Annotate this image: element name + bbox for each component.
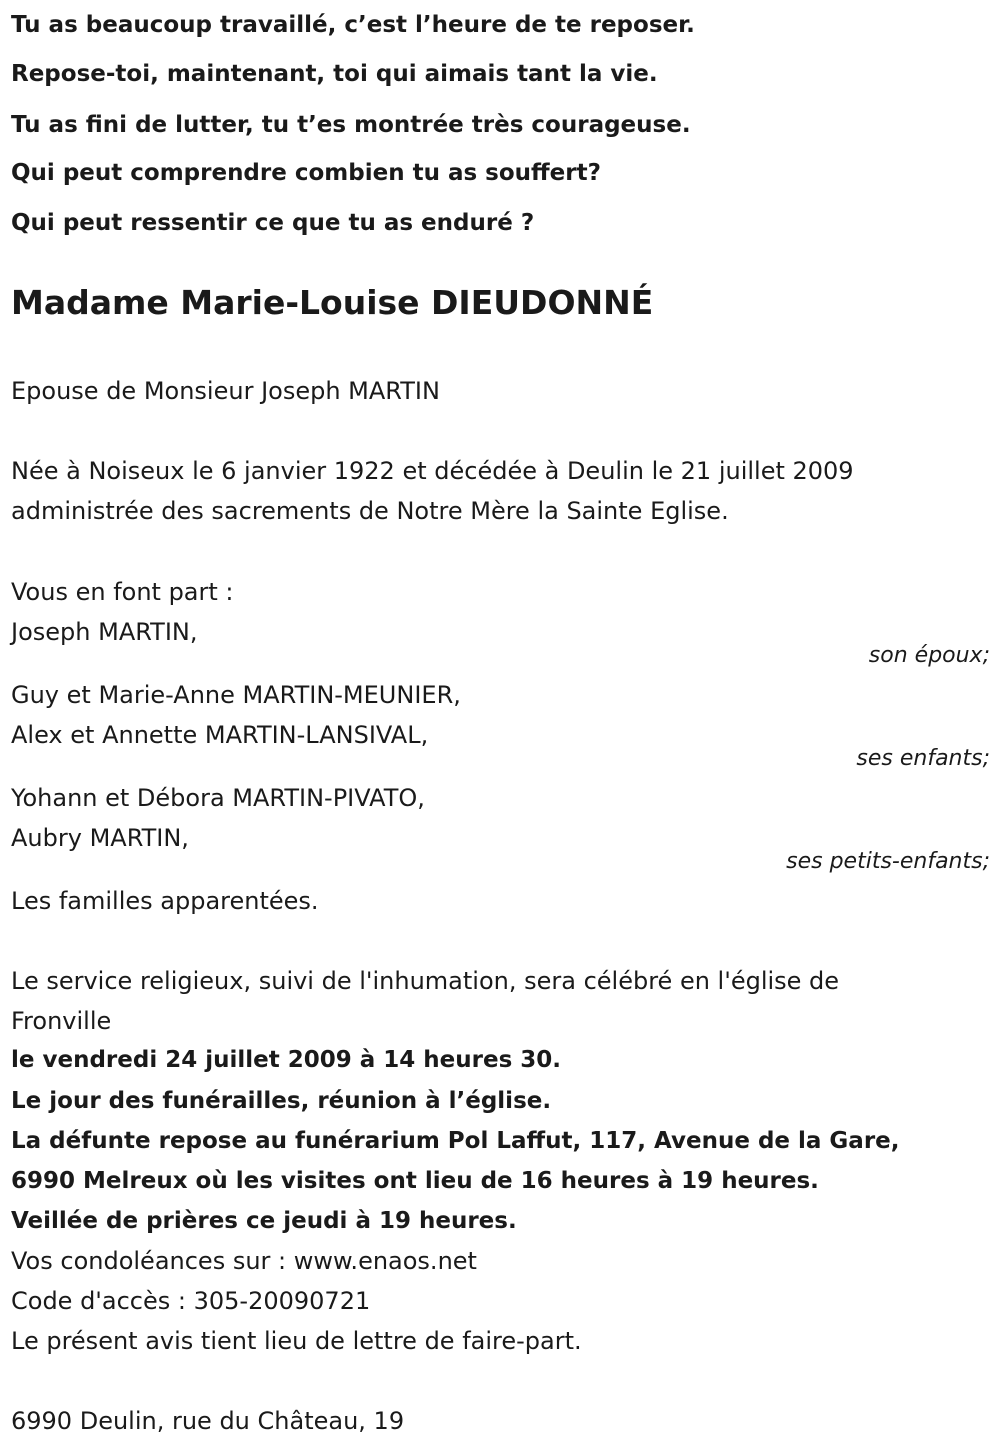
service-line-1: Le service religieux, suivi de l'inhumation, sera célébré en l'église de <box>11 967 840 995</box>
child-1: Guy et Marie-Anne MARTIN-MEUNIER, <box>11 681 461 709</box>
vigil-line: Veillée de prières ce jeudi à 19 heures. <box>11 1208 517 1234</box>
service-meeting: Le jour des funérailles, réunion à l’église. <box>11 1088 552 1114</box>
spouse-name: Joseph MARTIN, <box>11 618 198 646</box>
poem-line-4: Qui peut comprendre combien tu as souffert? <box>11 160 601 186</box>
grandchildren-role: ses petits-enfants; <box>786 849 990 874</box>
poem-line-2: Repose-toi, maintenant, toi qui aimais tant la vie. <box>11 61 658 87</box>
grandchild-2: Aubry MARTIN, <box>11 824 189 852</box>
announcers-intro: Vous en font part : <box>11 578 234 606</box>
spouse-role: son époux; <box>868 643 990 668</box>
condolences-line: Vos condoléances sur : www.enaos.net <box>11 1247 477 1275</box>
address-line: 6990 Deulin, rue du Château, 19 <box>11 1407 405 1435</box>
birth-death-line-2: administrée des sacrements de Notre Mère la Sainte Eglise. <box>11 497 729 525</box>
families-line: Les familles apparentées. <box>11 887 319 915</box>
access-code-line: Code d'accès : 305-20090721 <box>11 1287 371 1315</box>
birth-death-line-1: Née à Noiseux le 6 janvier 1922 et décédée à Deulin le 21 juillet 2009 <box>11 457 854 485</box>
service-date: le vendredi 24 juillet 2009 à 14 heures 30. <box>11 1047 562 1073</box>
notice-line: Le présent avis tient lieu de lettre de faire-part. <box>11 1327 582 1355</box>
poem-line-1: Tu as beaucoup travaillé, c’est l’heure de te reposer. <box>11 12 695 38</box>
funerarium-line-2: 6990 Melreux où les visites ont lieu de 16 heures à 19 heures. <box>11 1168 819 1194</box>
poem-line-5: Qui peut ressentir ce que tu as enduré ? <box>11 210 535 236</box>
child-2: Alex et Annette MARTIN-LANSIVAL, <box>11 721 429 749</box>
funerarium-line-1: La défunte repose au funérarium Pol Laffut, 117, Avenue de la Gare, <box>11 1128 900 1154</box>
children-role: ses enfants; <box>856 746 990 771</box>
service-line-2: Fronville <box>11 1007 112 1035</box>
spouse-line: Epouse de Monsieur Joseph MARTIN <box>11 377 440 405</box>
deceased-name: Madame Marie-Louise DIEUDONNÉ <box>11 283 654 322</box>
grandchild-1: Yohann et Débora MARTIN-PIVATO, <box>11 784 425 812</box>
poem-line-3: Tu as fini de lutter, tu t’es montrée très courageuse. <box>11 112 691 138</box>
